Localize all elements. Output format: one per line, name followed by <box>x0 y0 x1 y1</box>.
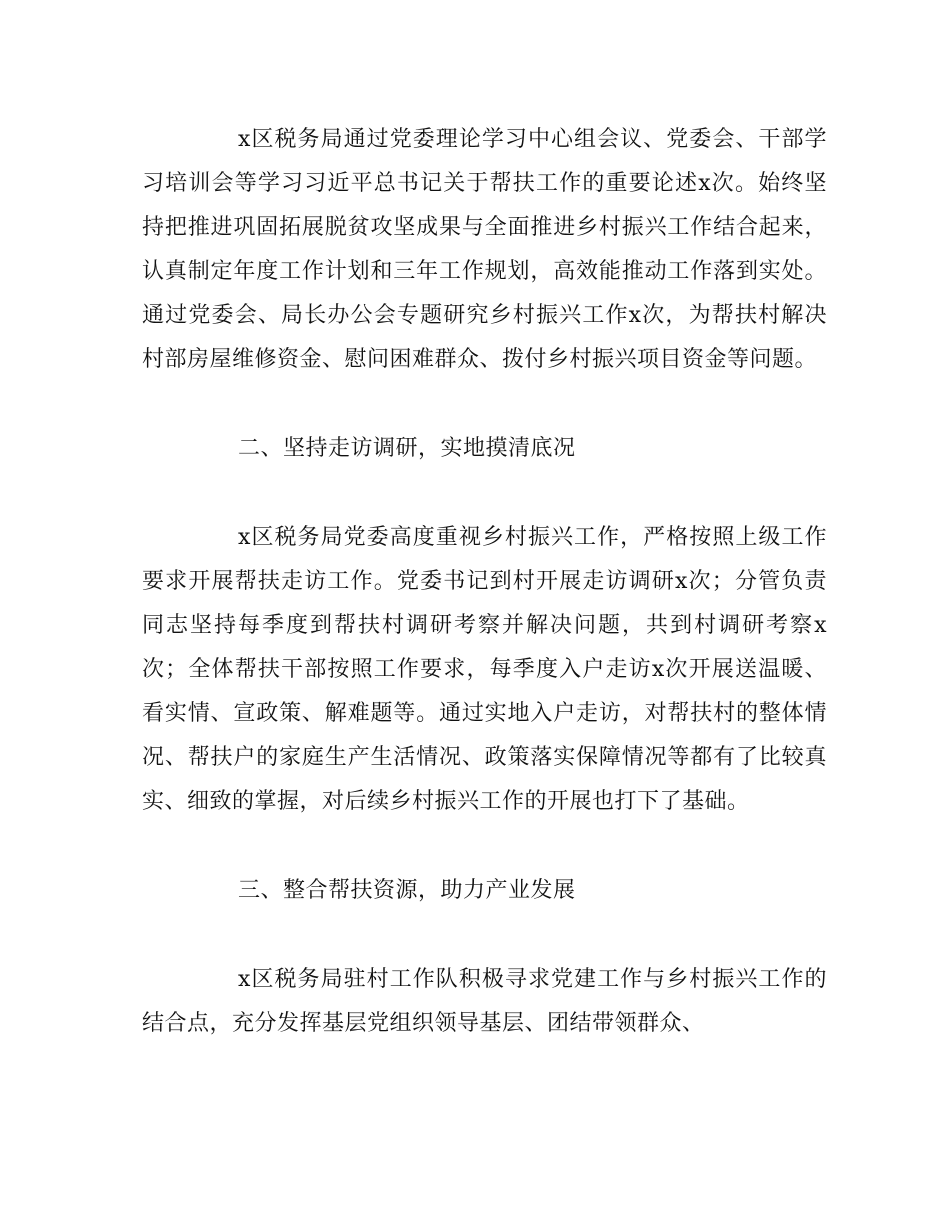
spacer <box>142 382 827 427</box>
paragraph-study: x区税务局通过党委理论学习中心组会议、党委会、干部学习培训会等学习习近平总书记关于帮扶工作的重要论述x次。始终坚持把推进巩固拓展脱贫攻坚成果与全面推进乡村振兴工作结合起来，认真制定年度工作计划和三年工作规划，高效能推动工作落到实处。通过党委会、局长办公会专题研究乡村振兴工作x次，为帮扶村解决村部房屋维修资金、慰问困难群众、拨付乡村振兴项目资金等问题。 <box>142 127 827 372</box>
section-heading-2: 二、坚持走访调研，实地摸清底况 <box>238 436 576 461</box>
spacer <box>142 824 827 869</box>
paragraph-resources: x区税务局驻村工作队积极寻求党建工作与乡村振兴工作的结合点，充分发挥基层党组织领导基层、团结带领群众、 <box>142 967 827 1036</box>
spacer <box>142 913 827 958</box>
document-page <box>142 118 827 1046</box>
spacer <box>142 471 827 516</box>
paragraph-visits: x区税务局党委高度重视乡村振兴工作，严格按照上级工作要求开展帮扶走访工作。党委书记到村开展走访调研x次；分管负责同志坚持每季度到帮扶村调研考察并解决问题，共到村调研考察x次；全体帮扶干部按照工作要求，每季度入户走访x次开展送温暖、看实情、宣政策、解难题等。通过实地入户走访，对帮扶村的整体情况、帮扶户的家庭生产生活情况、政策落实保障情况等都有了比较真实、细致的掌握，对后续乡村振兴工作的开展也打下了基础。 <box>142 525 827 814</box>
section-heading-3: 三、整合帮扶资源，助力产业发展 <box>238 878 576 903</box>
